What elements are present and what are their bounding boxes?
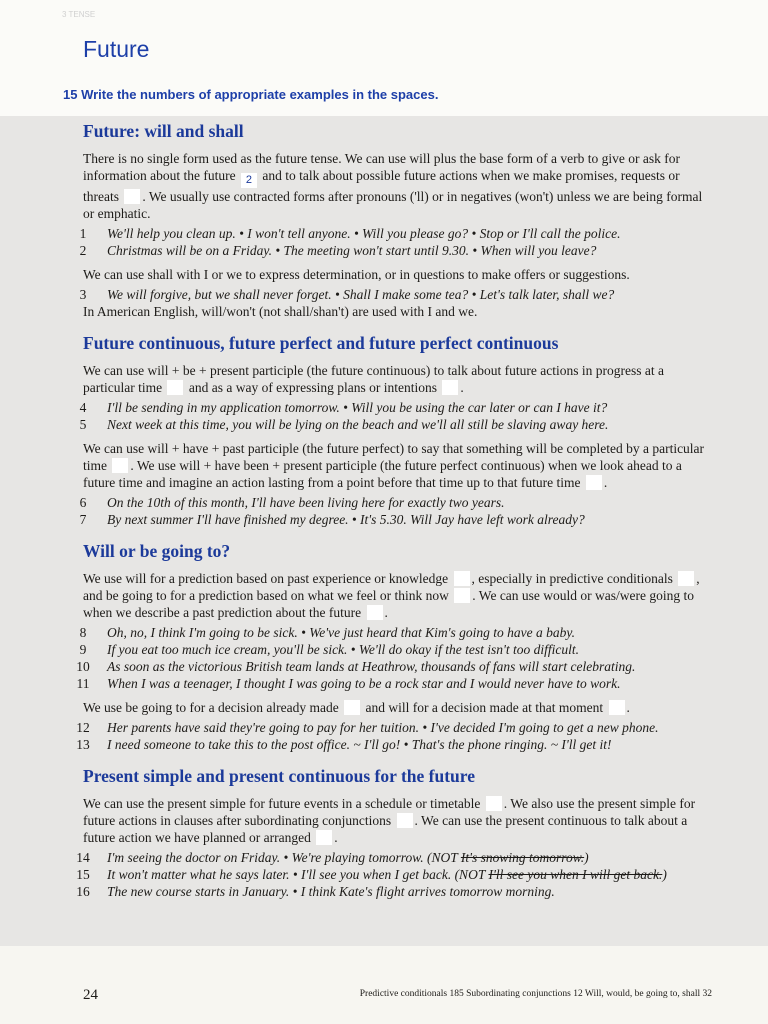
answer-blank[interactable]: 2 [241, 173, 257, 188]
example-9: 9 If you eat too much ice cream, you'll be sick. • We'll do okay if the test isn't too difficult. [79, 642, 580, 657]
example-13: 13 I need someone to take this to the post office. ~ I'll go! • That's the phone ringing. ~ I'll get it! [76, 737, 612, 752]
section-heading: Will or be going to? [83, 541, 231, 561]
answer-blank[interactable] [609, 700, 625, 715]
example-4: 4 I'll be sending in my application tomorrow. • Will you be using the car later or can I have it? [79, 400, 608, 415]
example-15: 15 It won't matter what he says later. • I'll see you when I get back. (NOT I'll see you when I will get back.) [76, 867, 667, 882]
answer-blank[interactable] [316, 830, 332, 845]
section-heading: Future continuous, future perfect and future perfect continuous [83, 333, 559, 353]
example-3: 3 We will forgive, but we shall never forget. • Shall I make some tea? • Let's talk later, shall we? [79, 287, 615, 302]
cross-references: Predictive conditionals 185 Subordinating conjunctions 12 Will, would, be going to, shall 32 [359, 989, 712, 999]
answer-blank[interactable] [397, 813, 413, 828]
example-16: 16 The new course starts in January. • I think Kate's flight arrives tomorrow morning. [76, 884, 555, 899]
paragraph: We can use will + be + present participle (the future continuous) to talk about future actions in progress at a particular time and as a way of expressing plans or intentions . [83, 363, 664, 395]
paragraph: In American English, will/won't (not shall/shan't) are used with I and we. [83, 304, 478, 319]
answer-blank[interactable] [367, 605, 383, 620]
paragraph: We can use will + have + past participle (the future perfect) to say that something will be completed by a particular time . We use will + have been + present participle (the future perfect continuous) when we look ahead to a future time and imagine an action lasting from a point before that time up to that future time . [83, 441, 705, 490]
example-1: 1 We'll help you clean up. • I won't tell anyone. • Will you please go? • Stop or I'll call the police. [79, 226, 621, 241]
grammar-content [76, 120, 713, 900]
answer-blank[interactable] [344, 700, 360, 715]
paragraph: We use will for a prediction based on past experience or knowledge , especially in predictive conditionals , and be going to for a prediction based on what we feel or think now . We can use would or was/were going to when we describe a past prediction about the future . [83, 571, 700, 620]
example-11: 11 When I was a teenager, I thought I was going to be a rock star and I would never have to work. [76, 676, 621, 691]
paragraph: We use be going to for a decision already made and will for a decision made at that moment . [83, 700, 630, 715]
example-6: 6 On the 10th of this month, I'll have been living here for exactly two years. [79, 495, 505, 510]
paragraph: We can use the present simple for future events in a schedule or timetable . We also use the present simple for future actions in clauses after subordinating conjunctions . We can use the present continuous to talk about a future action we have planned or arranged . [83, 796, 696, 845]
ghost-text: 3 TENSE [62, 10, 96, 19]
example-10: 10 As soon as the victorious British team lands at Heathrow, thousands of fans will start celebrating. [76, 659, 636, 674]
section-heading: Future: will and shall [83, 121, 244, 141]
answer-blank[interactable] [486, 796, 502, 811]
answer-blank[interactable] [586, 475, 602, 490]
exercise-instruction: 15 Write the numbers of appropriate examples in the spaces. [63, 87, 439, 102]
page-header [0, 0, 768, 116]
answer-blank[interactable] [124, 189, 140, 204]
answer-blank[interactable] [167, 380, 183, 395]
answer-blank[interactable] [454, 571, 470, 586]
example-7: 7 By next summer I'll have finished my degree. • It's 5.30. Will Jay have left work already? [79, 512, 585, 527]
answer-blank[interactable] [454, 588, 470, 603]
page-number: 24 [83, 987, 98, 1003]
example-12: 12 Her parents have said they're going to pay for her tuition. • I've decided I'm going to get a new phone. [76, 720, 659, 735]
answer-blank[interactable] [442, 380, 458, 395]
paragraph: We can use shall with I or we to express determination, or in questions to make offers or suggestions. [83, 267, 630, 282]
section-heading: Present simple and present continuous for the future [83, 766, 475, 786]
example-8: 8 Oh, no, I think I'm going to be sick. • We've just heard that Kim's going to have a baby. [79, 625, 575, 640]
example-2: 2 Christmas will be on a Friday. • The meeting won't start until 9.30. • When will you leave? [79, 243, 597, 258]
answer-blank[interactable] [678, 571, 694, 586]
example-5: 5 Next week at this time, you will be lying on the beach and we'll all still be slaving away here. [79, 417, 609, 432]
paragraph: There is no single form used as the future tense. We can use will plus the base form of a verb to give or ask for information about the future 2 and to talk about possible future actions when we make promises, requests or threats . We usually use contracted forms after pronouns ('ll) or in negatives (won't) unless we are being formal or emphatic. [83, 151, 703, 221]
example-14: 14 I'm seeing the doctor on Friday. • We're playing tomorrow. (NOT It's snowing tomorrow.) [76, 850, 589, 865]
answer-blank[interactable] [112, 458, 128, 473]
page-title: Future [83, 36, 150, 62]
